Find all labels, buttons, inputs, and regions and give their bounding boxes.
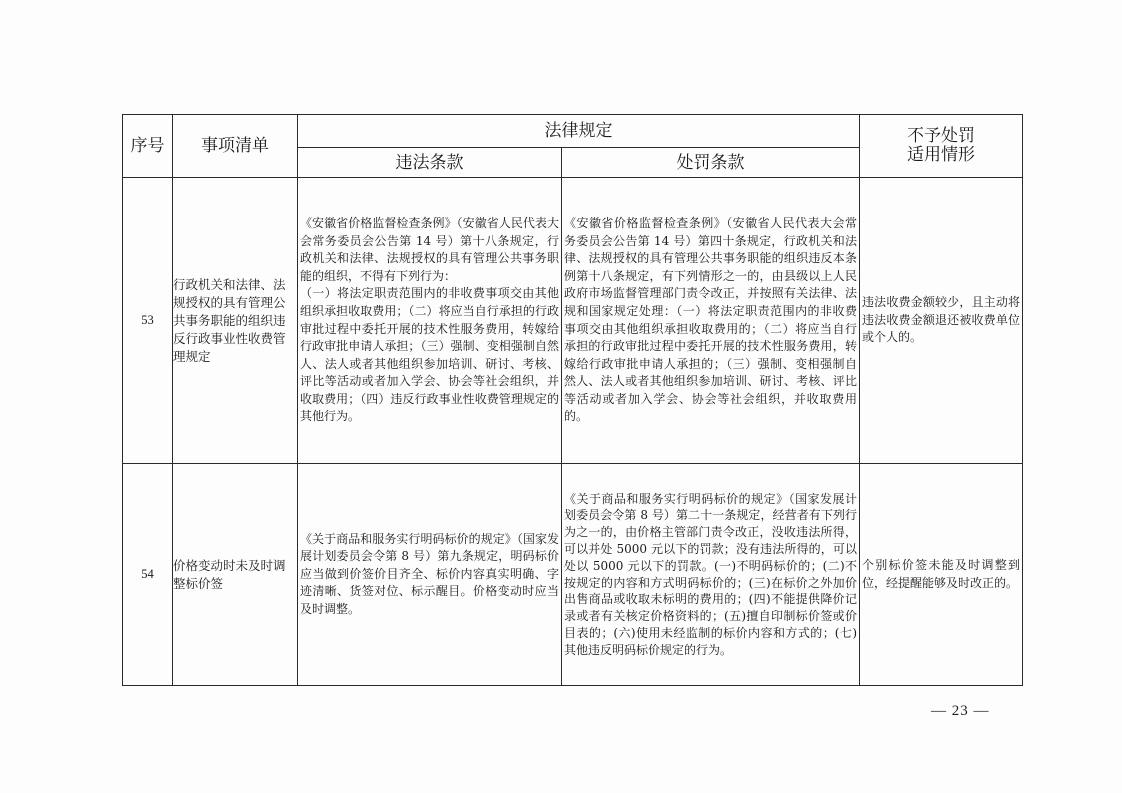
row-item-name: 价格变动时未及时调整标价签 — [173, 464, 298, 686]
header-penalty-clause: 处罚条款 — [562, 148, 860, 178]
header-seq: 序号 — [123, 115, 173, 178]
violation-paragraph: （一）将法定职责范围内的非收费事项交由其他组织承担收取费用；（二）将应当自行承担的行政审批过程中委托开展的技术性服务费用，转嫁给行政审批申请人承担；（三）强制、变相强制自然人、法人或者其他组织参加培训、研讨、考核、评比等活动或者加入学会、协会等社会组织，并收取费用；（四）违反行政事业性收费管理规定的其他行为。 — [300, 286, 559, 424]
header-legal-provisions: 法律规定 — [298, 115, 860, 148]
header-exempt — [860, 115, 1023, 178]
exempt-text: 个别标价签未能及时调整到位，经提醒能够及时改正的。 — [862, 557, 1020, 590]
row-exempt-condition — [860, 464, 1023, 686]
exempt-text: 违法收费金额较少，且主动将违法收费金额退还被收费单位或个人的。 — [862, 295, 1020, 345]
header-exempt-line2: 适用情形 — [907, 145, 975, 165]
penalty-text: 《安徽省价格监督检查条例》（安徽省人民代表大会常务委员会公告第 14 号）第四十条规定，行政机关和法律、法规授权的具有管理公共事务职能的组织违反本条例第十八条规定，有下列情形之一的，由县级以上人民政府市场监督管理部门责令改正，并按照有关法律、法规和国家规定处理：（一）将法定职责范围内的非收费事项交由其他组织承担收取费用的；（二）将应当自行承担的行政审批过程中委托开展的技术性服务费用，转嫁给行政审批申请人承担的；（三）强制、变相强制自然人、法人或者其他组织参加培训、研讨、考核、评比等活动或者加入学会、协会等社会组织，并收取费用的。 — [564, 215, 857, 424]
row-violation-clause — [298, 178, 562, 464]
row-penalty-clause — [562, 464, 860, 686]
table-row — [123, 178, 1023, 464]
regulation-table — [122, 114, 1023, 686]
violation-paragraph: 《安徽省价格监督检查条例》（安徽省人民代表大会常务委员会公告第 14 号）第十八条规定，行政机关和法律、法规授权的具有管理公共事务职能的组织，不得有下列行为： — [300, 215, 559, 283]
page-number: — 23 — — [931, 703, 990, 719]
header-item-list: 事项清单 — [173, 115, 298, 178]
header-violation-clause: 违法条款 — [298, 148, 562, 178]
row-number: 53 — [123, 178, 173, 464]
header-exempt-line1: 不予处罚 — [907, 126, 975, 146]
violation-paragraph: 《关于商品和服务实行明码标价的规定》（国家发展计划委员会令第 8 号）第九条规定，明码标价应当做到价签价目齐全、标价内容真实明确、字迹清晰、货签对位、标示醒目。价格变动时应当及时调整。 — [300, 531, 559, 616]
row-exempt-condition — [860, 178, 1023, 464]
row-violation-clause — [298, 464, 562, 686]
row-item-name: 行政机关和法律、法规授权的具有管理公共事务职能的组织违反行政事业性收费管理规定 — [173, 178, 298, 464]
row-number: 54 — [123, 464, 173, 686]
row-penalty-clause — [562, 178, 860, 464]
table-row — [123, 464, 1023, 686]
header-row-1 — [123, 115, 1023, 148]
penalty-text: 《关于商品和服务实行明码标价的规定》（国家发展计划委员会令第 8 号）第二十一条规定，经营者有下列行为之一的，由价格主管部门责令改正，没收违法所得，可以并处 5000 元以下的罚款；没有违法所得的，可以处以 5000 元以下的罚款。(一)不明码标价的；(二)不按规定的内容和方式明码标价的；(三)在标价之外加价出售商品或收取未标明的费用的；(四)不能提供降价记录或者有关核定价格资料的；(五)擅自印制标价签或价目表的；(六)使用未经监制的标价内容和方式的；(七)其他违反明码标价规定的行为。 — [564, 491, 857, 657]
